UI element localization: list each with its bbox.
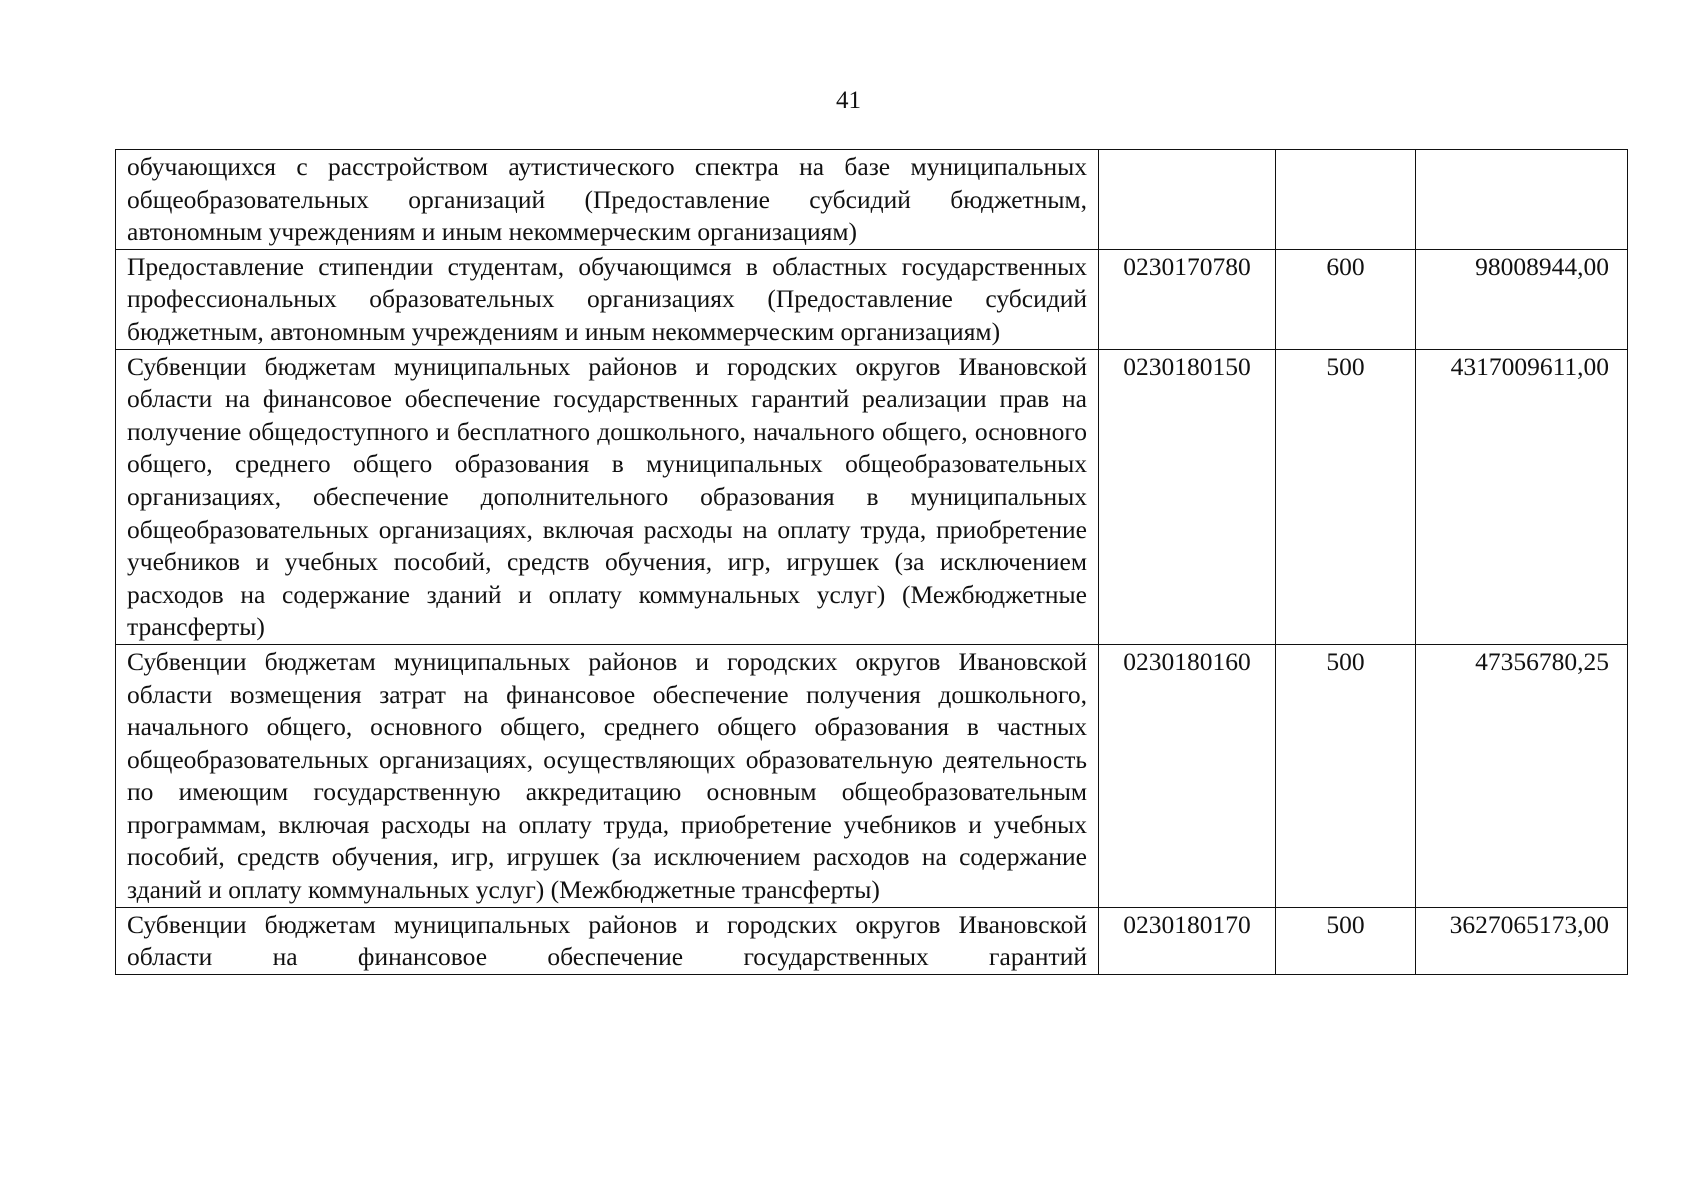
row-code: 0230180150 — [1123, 351, 1251, 381]
table-row — [116, 349, 1628, 644]
row-type-cell — [1276, 644, 1416, 907]
row-code: 0230180170 — [1123, 909, 1251, 939]
row-type-cell — [1276, 349, 1416, 644]
row-type: 500 — [1326, 351, 1365, 381]
page-number: 41 — [836, 87, 861, 114]
row-type: 600 — [1326, 251, 1365, 281]
row-amount-cell — [1416, 150, 1628, 250]
table-row — [116, 150, 1628, 250]
table-row — [116, 644, 1628, 907]
row-type: 500 — [1326, 909, 1365, 939]
row-description-cell — [116, 150, 1099, 250]
row-code-cell — [1099, 249, 1276, 349]
row-description-cell — [116, 349, 1099, 644]
row-type-cell — [1276, 150, 1416, 250]
row-amount: 98008944,00 — [1475, 251, 1609, 281]
table-row — [116, 907, 1628, 974]
row-amount-cell — [1416, 644, 1628, 907]
row-amount-cell — [1416, 349, 1628, 644]
row-amount: 4317009611,00 — [1450, 351, 1609, 381]
row-description: Субвенции бюджетам муниципальных районов и городских округов Ивановской области на финансовое обеспечение государственных гарантий реализации прав на получение общедоступного и бесплатного дошкольного, начального общего, основного общего, среднего общего образования в муниципальных общеобразовательных организациях, обеспечение дополнительного образования в муниципальных общеобразовательных организациях, включая расходы на оплату труда, приобретение учебников и учебных пособий, средств обучения, игр, игрушек (за исключением расходов на содержание зданий и оплату коммунальных услуг) (Межбюджетные трансферты) — [127, 351, 1087, 642]
row-description: обучающихся с расстройством аутистического спектра на базе муниципальных общеобразовательных организаций (Предоставление субсидий бюджетным, автономным учреждениям и иным некоммерческим организациям) — [127, 152, 1087, 247]
row-description-cell — [116, 907, 1099, 974]
table-row — [116, 249, 1628, 349]
row-code: 0230170780 — [1123, 251, 1251, 281]
row-code-cell — [1099, 150, 1276, 250]
row-code-cell — [1099, 644, 1276, 907]
row-type-cell — [1276, 249, 1416, 349]
row-code: 0230180160 — [1123, 646, 1251, 676]
row-description-cell — [116, 644, 1099, 907]
row-amount: 3627065173,00 — [1449, 909, 1609, 939]
row-description-cell — [116, 249, 1099, 349]
row-description: Предоставление стипендии студентам, обучающимся в областных государственных профессиональных образовательных организациях (Предоставление субсидий бюджетным, автономным учреждениям и иным некоммерческим организациям) — [127, 251, 1087, 346]
row-amount: 47356780,25 — [1475, 646, 1609, 676]
row-amount-cell — [1416, 249, 1628, 349]
row-code-cell — [1099, 907, 1276, 974]
budget-table — [115, 149, 1628, 975]
row-type-cell — [1276, 907, 1416, 974]
row-description: Субвенции бюджетам муниципальных районов и городских округов Ивановской области возмещения затрат на финансовое обеспечение получения дошкольного, начального общего, основного общего, среднего общего образования в частных общеобразовательных организациях, осуществляющих образовательную деятельность по имеющим государственную аккредитацию основным общеобразовательным программам, включая расходы на оплату труда, приобретение учебников и учебных пособий, средств обучения, игр, игрушек (за исключением расходов на содержание зданий и оплату коммунальных услуг) (Межбюджетные трансферты) — [127, 646, 1087, 905]
row-description: Субвенции бюджетам муниципальных районов и городских округов Ивановской области на финансовое обеспечение государственных гарантий — [127, 909, 1087, 972]
row-code-cell — [1099, 349, 1276, 644]
row-amount-cell — [1416, 907, 1628, 974]
row-type: 500 — [1326, 646, 1365, 676]
